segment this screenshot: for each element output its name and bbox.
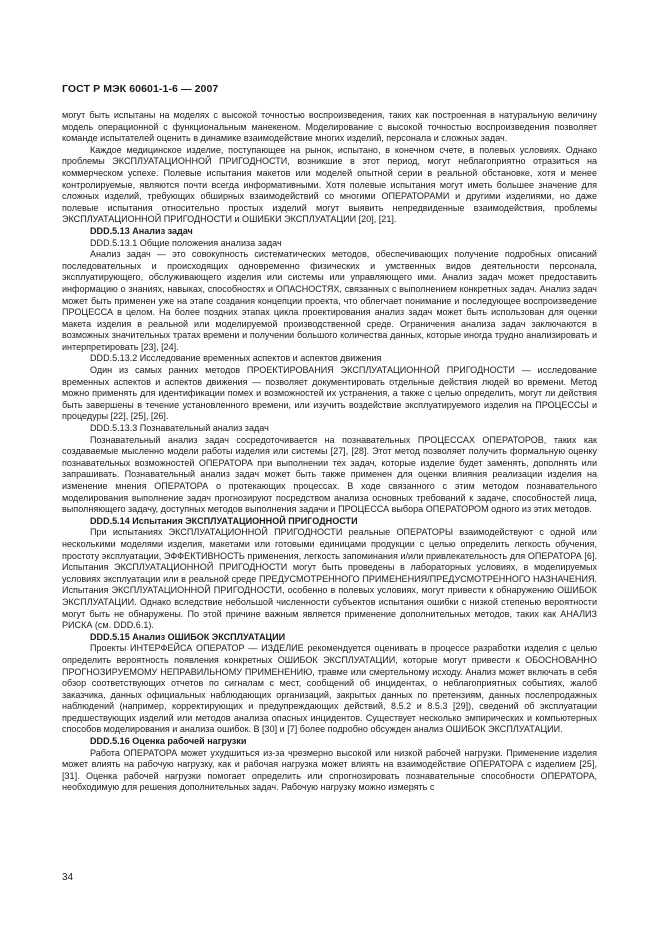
- paragraph: Проекты ИНТЕРФЕЙСА ОПЕРАТОР — ИЗДЕЛИЕ рекомендуется оценивать в процессе разработки изделия с целью определить вероятность появления конкретных ОШИБОК ЭКСПЛУАТАЦИИ, которые могут привести к ОБОСНОВАННО ПРОГНОЗИРУЕМОМУ НЕПРАВИЛЬНОМУ ПРИМЕНЕНИЮ, травме или смертельному исходу. Анализ может включать в себя обзор соответствующих отчетов по сигналам с мест, сообщений об инцидентах, о неблагоприятных событиях, жалоб заказчика, данных официальных наблюдающих организаций, закрытых данных по претензиям, данных послепродажных наблюдений (например, корректирующих и предупреждающих действий, 8.5.2 и 8.5.3 [29]), сведений об эксплуатации предшествующих изделий или методов анализа опасных инцидентов. Существует несколько эмпирических и компьютерных способов моделирования и анализа ошибок. В [30] и [7] более подробно обсужден анализ ОШИБОК ЭКСПЛУАТАЦИИ.: [62, 643, 597, 735]
- paragraph: Познавательный анализ задач сосредоточивается на познавательных ПРОЦЕССАХ ОПЕРАТОРОВ, таких как создаваемые мысленно модели работы изделия или системы [27], [28]. Этот метод позволяет получить формальную оценку познавательных возможностей ОПЕРАТОРА при выполнении тех задач, которые изделие будет заменять, дополнять или запрашивать. Познавательный анализ задач может быть также применен для оценки влияния реализации изделия на изменение мнения ОПЕРАТОРА о протекающих процессах. В ходе связанного с этим методом познавательного моделирования выполнение задач прогнозируют посредством анализа основных требований к задаче, способностей лица, выполняющего задачу, доступных методов выполнения задачи и ПРОЦЕССА выбора ОПЕРАТОРОМ одного из этих методов.: [62, 434, 597, 515]
- section-heading: DDD.5.13 Анализ задач: [90, 225, 193, 236]
- paragraph: Один из самых ранних методов ПРОЕКТИРОВАНИЯ ЭКСПЛУАТАЦИОННОЙ ПРИГОДНОСТИ — исследование временных аспектов и аспектов движения — позволяет документировать отдельные действия людей во времени. Метод можно применять для идентификации помех и возможностей их устранения, а также с целью определить, могут ли действия быть завершены в течение установленного времени, или изучить воздействие эксплуатируемого изделия на ПРОЦЕССЫ и процедуры [22], [25], [26].: [62, 365, 597, 422]
- document-body: [62, 110, 597, 794]
- paragraph: Работа ОПЕРАТОРА может ухудшиться из-за чрезмерно высокой или низкой рабочей нагрузки. Применение изделия может влиять на рабочую нагрузку, как и рабочая нагрузка может влиять на взаимодействие ОПЕРАТОРА с изделием [25], [31]. Оценка рабочей нагрузки помогает определить или спрогнозировать познавательные способности ОПЕРАТОРА, необходимую для решения дополнительных задач. Рабочую нагрузку можно измерять с: [62, 747, 597, 793]
- section-heading: DDD.5.14 Испытания ЭКСПЛУАТАЦИОННОЙ ПРИГОДНОСТИ: [90, 515, 358, 526]
- paragraph: Каждое медицинское изделие, поступающее на рынок, испытано, в конечном счете, в полевых условиях. Однако проблемы ЭКСПЛУАТАЦИОННОЙ ПРИГОДНОСТИ, возникшие в этот период, могут неблагоприятно отразиться на коммерческом успехе. Полевые испытания макетов или моделей опытной серии в реальной обстановке, хотя и менее контролируемые, являются почти всегда информативными. Хотя полевые испытания могут иметь большее значение для сложных изделий, требующих обширных взаимодействий со многими ОПЕРАТОРАМИ и другими изделиями, но даже полевые испытания относительно простых изделий могут выявить непредвиденные взаимодействия, проблемы ЭКСПЛУАТАЦИОННОЙ ПРИГОДНОСТИ и ОШИБКИ ЭКСПЛУАТАЦИИ [20], [21].: [62, 144, 597, 225]
- section-heading: DDD.5.15 Анализ ОШИБОК ЭКСПЛУАТАЦИИ: [90, 631, 286, 642]
- subsection-heading: DDD.5.13.1 Общие положения анализа задач: [90, 237, 282, 248]
- paragraph: могут быть испытаны на моделях с высокой точностью воспроизведения, таких как построенная в натуральную величину модель операционной с функциональным манекеном. Моделирование с высокой точностью воспроизведения позволяет команде испытателей оценить в динамике взаимодействие многих изделий, персонала и сложных задач.: [62, 110, 597, 144]
- section-heading: DDD.5.16 Оценка рабочей нагрузки: [90, 736, 247, 747]
- document-header: ГОСТ Р МЭК 60601-1-6 — 2007: [62, 83, 219, 95]
- paragraph: Анализ задач — это совокупность систематических методов, обеспечивающих получение подробных описаний последовательных и происходящих одновременно физических и умственных видов деятельности персонала, эксплуатирующего, обслуживающего изделия или системы или управляющего ими. Анализ задач может предоставить информацию о знаниях, навыках, способностях и ОПАСНОСТЯХ, связанных с выполнением конкретных задач. Анализ задач может быть применен уже на этапе создания концепции проекта, что облегчает понимание и последующее воспроизведение ПРОЦЕССА в целом. На более поздних этапах цикла проектирования анализ задач может быть использован для оценки макета изделия в реальной или моделируемой производственной среде. Ограничения анализа задач заключаются в возможных значительных тратах времени и получении большого количества данных, которые иногда трудно анализировать и интерпретировать [23], [24].: [62, 249, 597, 352]
- subsection-heading: DDD.5.13.2 Исследование временных аспектов и аспектов движения: [90, 353, 382, 364]
- paragraph: При испытаниях ЭКСПЛУАТАЦИОННОЙ ПРИГОДНОСТИ реальные ОПЕРАТОРЫ взаимодействуют с одной или несколькими моделями изделия, макетами или готовыми единицами продукции с целью определить легкость обучения, простоту эксплуатации, ЭФФЕКТИВНОСТЬ применения, легкость запоминания и/или привлекательность для ОПЕРАТОРА [6]. Испытания ЭКСПЛУАТАЦИОННОЙ ПРИГОДНОСТИ могут быть проведены в лабораторных условиях, в моделируемых условиях эксплуатации или в реальной среде ПРЕДУСМОТРЕННОГО ПРИМЕНЕНИЯ/ПРЕДУСМОТРЕННОГО НАЗНАЧЕНИЯ. Испытания ЭКСПЛУАТАЦИОННОЙ ПРИГОДНОСТИ, особенно в полевых условиях, могут привести к обнаружению ОШИБОК ЭКСПЛУАТАЦИИ. Однако вследствие небольшой численности субъектов испытания ошибки с низкой степенью вероятности могут быть не обнаружены. По этой причине важным является применение дополнительных методов, таких как АНАЛИЗ РИСКА (см. DDD.6.1).: [62, 527, 597, 631]
- subsection-heading: DDD.5.13.3 Познавательный анализ задач: [90, 423, 269, 434]
- page-number: 34: [62, 872, 74, 883]
